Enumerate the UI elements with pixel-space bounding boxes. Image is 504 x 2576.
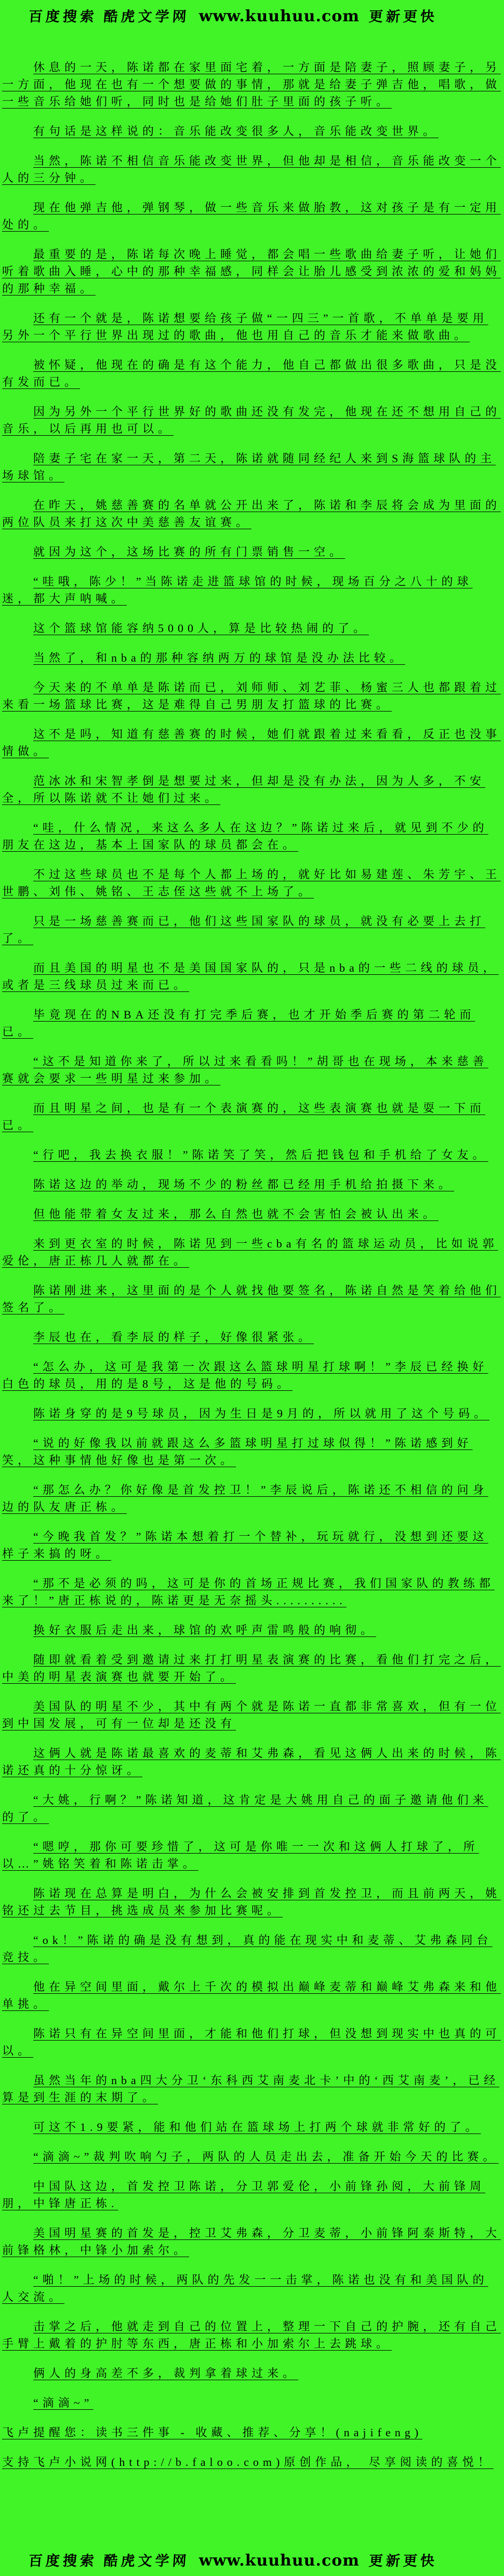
paragraph: “那怎么办？你好像是首发控卫！”李辰说后，陈诺还不相信的问身边的队友唐正栋。 <box>2 1483 488 1513</box>
paragraph: 被怀疑，他现在的确是有这个能力，他自己都做出很多歌曲，只是没有发而已。 <box>2 358 501 388</box>
paragraph: 因为另外一个平行世界好的歌曲还没有发完，他现在还不想用自己的音乐，以后再用也可以。 <box>2 405 501 435</box>
paragraph: 来到更衣室的时候，陈诺见到一些cba有名的篮球运动员，比如说郭爱伦，唐正栋几人就都在。 <box>2 1237 498 1267</box>
paragraph: 但他能带着女友过来，那么自然也就不会害怕会被认出来。 <box>33 1208 439 1220</box>
paragraph: “哇哦，陈少！”当陈诺走进篮球馆的时候，现场百分之八十的球迷，都大声呐喊。 <box>2 575 473 605</box>
paragraph: 这不是吗，知道有慈善赛的时候，她们就跟着过来看看，反正也没事情做。 <box>2 728 501 758</box>
paragraph: 当然，陈诺不相信音乐能改变世界，但他却是相信，音乐能改变一个人的三分钟。 <box>2 154 501 184</box>
paragraph: “嗯哼，那你可要珍惜了，这可是你唯一一次和这俩人打球了，所以…”姚铭笑着和陈诺击掌。 <box>2 1840 479 1870</box>
paragraph: 毕竟现在的NBA还没有打完季后赛，也才开始季后赛的第二轮而已。 <box>2 1008 475 1038</box>
paragraph: 虽然当年的nba四大分卫‘东科西艾南麦北卡’中的‘西艾南麦’，已经算是到生涯的末期了。 <box>2 2074 500 2104</box>
banner-prefix: 百度搜索 酷虎文学网 <box>28 2553 190 2569</box>
paragraph: “大姚，行啊？”陈诺知道，这肯定是大姚用自己的面子邀请他们来的了。 <box>2 1793 488 1823</box>
paragraph: 范冰冰和宋智孝倒是想要过来，但却是没有办法，因为人多，不安全，所以陈诺就不让她们过来。 <box>2 774 486 804</box>
reader-reminder: 飞卢提醒您：读书三件事 - 收藏、推荐、分享！(najifeng) <box>2 2426 423 2439</box>
paragraph: 美国明星赛的首发是，控卫艾弗森，分卫麦蒂，小前锋阿泰斯特，大前锋格林，中锋小加索尔。 <box>2 2226 501 2257</box>
paragraph: 他在异空间里面，戴尔上千次的模拟出巅峰麦蒂和巅峰艾弗森来和他单挑。 <box>2 1980 501 2010</box>
paragraph: 随即就看着受到邀请过来打打明星表演赛的比赛，看他们打完之后，中美的明星表演赛也就要开始了。 <box>2 1653 501 1683</box>
paragraph: 陈诺刚进来，这里面的是个人就找他要签名，陈诺自然是笑着给他们签名了。 <box>2 1284 501 1314</box>
paragraph: 这俩人就是陈诺最喜欢的麦蒂和艾弗森，看见这俩人出来的时候，陈诺还真的十分惊讶。 <box>2 1747 501 1777</box>
paragraph: “这不是知道你来了，所以过来看看吗！”胡哥也在现场，本来慈善赛就会要求一些明星过来参加。 <box>2 1055 488 1085</box>
paragraph: 不过这些球员也不是每个人都上场的，就好比如易建莲、朱芳宇、王世鹏、刘伟、姚铭、王志侄这些就不上场了。 <box>2 868 501 898</box>
paragraph: 李辰也在，看李辰的样子，好像很紧张。 <box>33 1331 314 1344</box>
paragraph: “怎么办，这可是我第一次跟这么篮球明星打球啊！”李辰已经换好白色的球员，用的是8号，这是他的号码。 <box>2 1360 488 1390</box>
paragraph: “啪！”上场的时候，两队的先发一一击掌，陈诺也没有和美国队的人交流。 <box>2 2273 488 2303</box>
paragraph: “行吧，我去换衣服！”陈诺笑了笑，然后把钱包和手机给了女友。 <box>33 1148 488 1161</box>
banner-url: www.kuuhuu.com <box>198 2552 360 2570</box>
paragraph: 可这不1.9要紧，能和他们站在篮球场上打两个球就非常好的了。 <box>33 2121 481 2134</box>
paragraph: 还有一个就是，陈诺想要给孩子做“一四三”一首歌，不单单是要用另外一个平行世界出现过的歌曲，他也用自己的音乐才能来做歌曲。 <box>2 312 488 342</box>
paragraph: “哇，什么情况，来这么多人在这边？”陈诺过来后，就见到不少的朋友在这边，基本上国家队的球员都会在。 <box>2 821 488 851</box>
paragraph: 陈诺身穿的是9号球员，因为生日是9月的，所以就用了这个号码。 <box>33 1407 490 1420</box>
paragraph: “滴滴~”裁判吹响勺子，两队的人员走出去，准备开始今天的比赛。 <box>33 2150 499 2163</box>
paragraph: 有句话是这样说的：音乐能改变很多人，音乐能改变世界。 <box>33 125 439 138</box>
paragraph: 俩人的身高差不多，裁判拿着球过来。 <box>33 2367 299 2380</box>
paragraph: “今晚我首发？”陈诺本想着打一个替补，玩玩就行，没想到还要这样子来搞的呀。 <box>2 1530 488 1560</box>
paragraph: “说的好像我以前就跟这么多篮球明星打过球似得！”陈诺感到好笑，这种事情他好像也是第一次。 <box>2 1437 473 1467</box>
paragraph: 休息的一天，陈诺都在家里面宅着，一方面是陪妻子，照顾妻子，另一方面，他现在也有一个想要做的事情，那就是给妻子弹吉他，唱歌，做一些音乐给她们听，同时也是给她们肚子里面的孩子听。 <box>2 61 501 108</box>
paragraph: 击掌之后，他就走到自己的位置上，整理一下自己的护腕，还有自己手臂上戴着的护肘等东西，唐正栋和小加索尔上去跳球。 <box>2 2320 501 2350</box>
paragraph: 而且明星之间，也是有一个表演赛的，这些表演赛也就是耍一下而已。 <box>2 1102 486 1132</box>
banner-prefix: 百度搜索 酷虎文学网 <box>28 9 190 24</box>
paragraph: “那不是必须的吗，这可是你的首场正规比赛，我们国家队的教练都来了！”唐正栋说的，陈诺更是无奈摇头.......... <box>2 1577 495 1607</box>
paragraph: 陈诺现在总算是明白，为什么会被安排到首发控卫，而且前两天，姚铭还过去节目，挑选成员来参加比赛呢。 <box>2 1887 501 1917</box>
site-support-note: 支持飞卢小说网(http://b.faloo.com)原创作品， 尽享阅读的喜悦！ <box>2 2456 494 2468</box>
paragraph: 今天来的不单单是陈诺而已，刘师师、刘艺菲、杨蜜三人也都跟着过来看一场篮球比赛，这是难得自己男朋友打篮球的比赛。 <box>2 681 501 711</box>
paragraph: 陈诺只有在异空间里面，才能和他们打球，但没想到现实中也真的可以。 <box>2 2027 501 2057</box>
paragraph: “ok！”陈诺的确是没有想到，真的能在现实中和麦蒂、艾弗森同台竞技。 <box>2 1934 493 1964</box>
paragraph: 换好衣服后走出来，球馆的欢呼声雷鸣般的响彻。 <box>33 1624 377 1636</box>
site-banner-bottom <box>0 2544 504 2570</box>
banner-suffix: 更新更快 <box>368 2553 438 2569</box>
paragraph: 当然了，和nba的那种容纳两万的球馆是没办法比较。 <box>33 651 405 664</box>
paragraph: 现在他弹吉他，弹钢琴，做一些音乐来做胎教，这对孩子是有一定用处的。 <box>2 201 501 231</box>
paragraph: 中国队这边，首发控卫陈诺，分卫郭爱伦，小前锋孙阅，大前锋周朋，中锋唐正栋. <box>2 2180 486 2210</box>
paragraph: 陈诺这边的举动，现场不少的粉丝都已经用手机给拍摄下来。 <box>33 1178 455 1191</box>
paragraph: 只是一场慈善赛而已，他们这些国家队的球员，就没有必要上去打了。 <box>2 915 486 945</box>
banner-suffix: 更新更快 <box>368 9 438 24</box>
paragraph: “滴滴~” <box>33 2396 94 2409</box>
banner-url: www.kuuhuu.com <box>198 7 360 25</box>
site-banner-top <box>0 0 504 25</box>
novel-text <box>0 25 504 2471</box>
paragraph: 陪妻子宅在家一天，第二天，陈诺就随同经纪人来到S海篮球队的主场球馆。 <box>2 452 496 482</box>
paragraph: 美国队的明星不少，其中有两个就是陈诺一直都非常喜欢，但有一位到中国发展，可有一位却是还没有 <box>2 1700 501 1730</box>
paragraph: 这个篮球馆能容纳5000人，算是比较热闹的了。 <box>33 622 369 635</box>
paragraph: 就因为这个，这场比赛的所有门票销售一空。 <box>33 545 346 558</box>
paragraph: 而且美国的明星也不是美国国家队的，只是nba的一些二线的球员，或者是三线球员过来而已。 <box>2 961 499 991</box>
paragraph: 最重要的是，陈诺每次晚上睡觉，都会唱一些歌曲给妻子听，让她们听着歌曲入睡，心中的那种幸福感，同样会让胎儿感受到浓浓的爱和妈妈的那种幸福。 <box>2 248 501 295</box>
paragraph: 在昨天，姚慈善赛的名单就公开出来了，陈诺和李辰将会成为里面的两位队员来打这次中美慈善友谊赛。 <box>2 499 501 529</box>
